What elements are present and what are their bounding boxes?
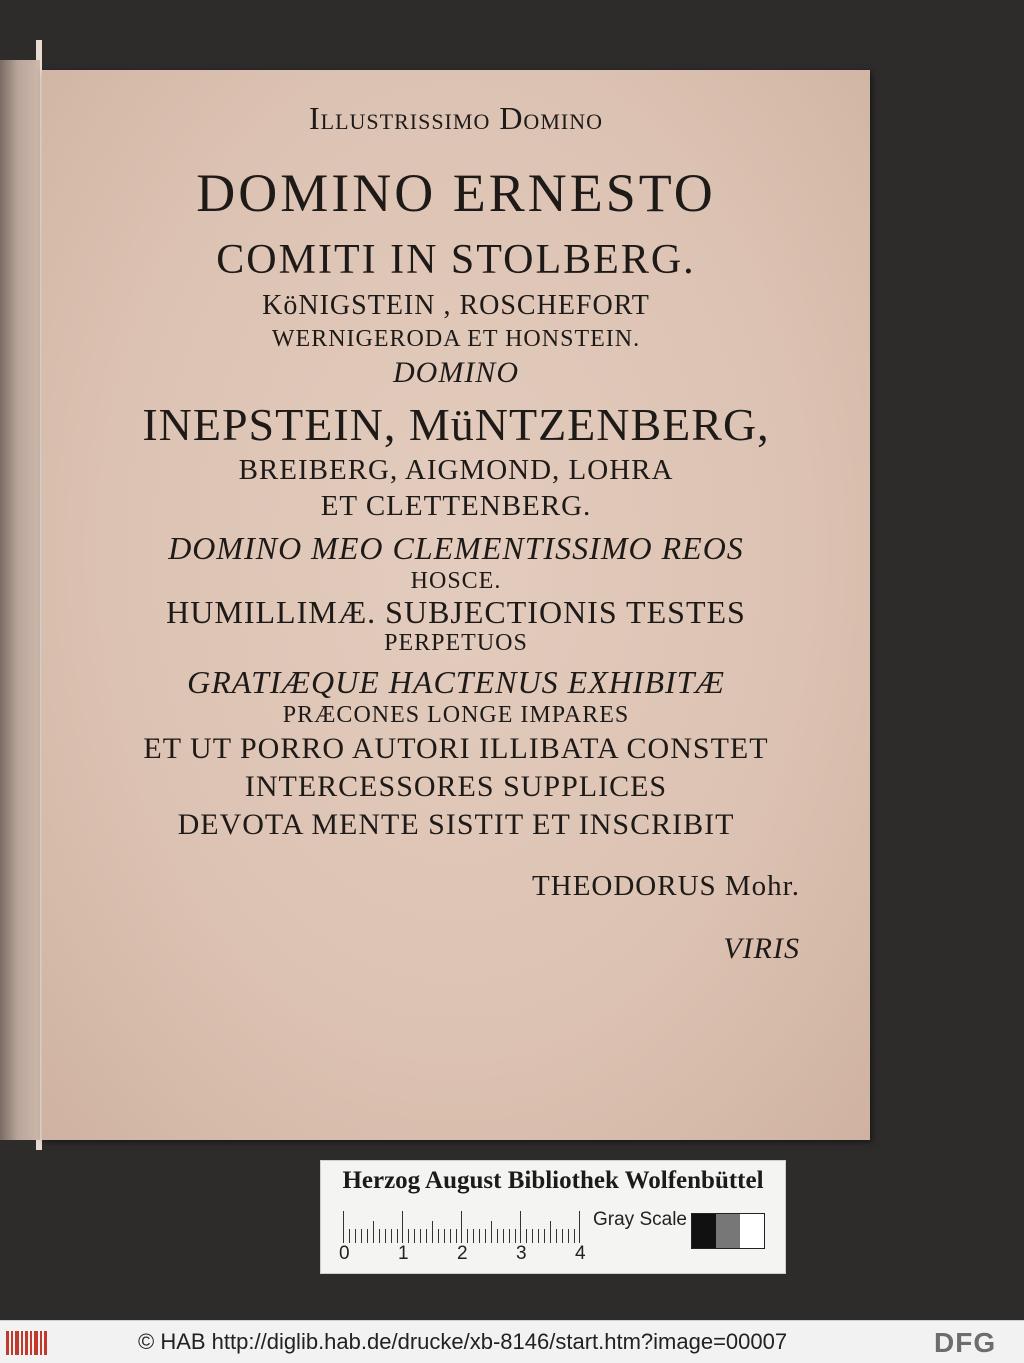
catchword: VIRIS bbox=[723, 932, 800, 965]
gray-scale-swatches bbox=[691, 1213, 765, 1249]
ruler-tick bbox=[550, 1221, 551, 1243]
dedication-line-12: HUMILLIMÆ. SUBJECTIONIS TESTES bbox=[166, 594, 746, 630]
dedication-line-10: DOMINO MEO CLEMENTISSIMO REOS bbox=[168, 530, 744, 566]
ruler-tick bbox=[532, 1229, 533, 1243]
ruler-number: 1 bbox=[398, 1243, 409, 1264]
ruler-tick bbox=[515, 1229, 516, 1243]
ruler-tick bbox=[450, 1229, 451, 1243]
document-page bbox=[42, 70, 870, 1140]
dedication-line-13: PERPETUOS bbox=[384, 630, 528, 656]
footer-bar bbox=[0, 1320, 1024, 1363]
ruler-tick bbox=[509, 1229, 510, 1243]
ruler-tick bbox=[402, 1211, 403, 1243]
ruler-tick bbox=[397, 1229, 398, 1243]
ruler-tick bbox=[432, 1221, 433, 1243]
dedication-line-11: HOSCE. bbox=[410, 568, 502, 594]
dedication-line-5: WERNIGERODA ET HONSTEIN. bbox=[271, 326, 641, 352]
dedication-line-6: DOMINO bbox=[393, 356, 519, 389]
dedication-line-7: INEPSTEIN, MüNTZENBERG, bbox=[142, 399, 770, 450]
ruler-tick bbox=[497, 1229, 498, 1243]
author-signature: THEODORUS Mohr. bbox=[532, 870, 800, 902]
dedication-line-15: PRÆCONES LONGE IMPARES bbox=[282, 702, 630, 728]
dedication-line-9: ET CLETTENBERG. bbox=[320, 490, 592, 522]
dfg-logo: DFG bbox=[934, 1327, 997, 1358]
ruler-tick bbox=[408, 1229, 409, 1243]
ruler-tick bbox=[373, 1221, 374, 1243]
dedication-line-18: DEVOTA MENTE SISTIT ET INSCRIBIT bbox=[177, 808, 735, 841]
ruler-tick bbox=[420, 1229, 421, 1243]
ruler-tick bbox=[456, 1229, 457, 1243]
dedication-line-17: INTERCESSORES SUPPLICES bbox=[244, 770, 668, 803]
ruler-tick bbox=[385, 1229, 386, 1243]
ruler-number: 4 bbox=[575, 1243, 586, 1264]
ruler-tick bbox=[544, 1229, 545, 1243]
ruler-number: 2 bbox=[457, 1243, 468, 1264]
ruler-tick bbox=[349, 1229, 350, 1243]
gray-swatch-black bbox=[692, 1214, 716, 1248]
ruler-tick bbox=[574, 1229, 575, 1243]
gray-swatch-mid bbox=[716, 1214, 740, 1248]
ruler-tick bbox=[479, 1229, 480, 1243]
ruler-tick bbox=[520, 1211, 521, 1243]
dedication-line-2: DOMINO ERNESTO bbox=[196, 163, 716, 223]
left-page-sliver bbox=[0, 60, 40, 1140]
library-scale-label bbox=[320, 1160, 786, 1274]
ruler-tick bbox=[355, 1229, 356, 1243]
source-link[interactable]: © HAB http://diglib.hab.de/drucke/xb-8146/start.htm?image=00007 bbox=[138, 1329, 788, 1354]
ruler-tick bbox=[438, 1229, 439, 1243]
ruler-tick bbox=[361, 1229, 362, 1243]
ruler-tick bbox=[473, 1229, 474, 1243]
ruler-tick bbox=[426, 1229, 427, 1243]
ruler-number: 3 bbox=[516, 1243, 527, 1264]
gray-scale-label: Gray Scale bbox=[593, 1209, 687, 1230]
ruler-tick bbox=[414, 1229, 415, 1243]
dedication-line-16: ET UT PORRO AUTORI ILLIBATA CONSTET bbox=[143, 732, 769, 765]
ruler-tick bbox=[556, 1229, 557, 1243]
ruler-tick bbox=[538, 1229, 539, 1243]
ruler-tick bbox=[526, 1229, 527, 1243]
ruler bbox=[343, 1211, 579, 1243]
ruler-tick bbox=[343, 1211, 344, 1243]
ruler-tick bbox=[568, 1229, 569, 1243]
ruler-tick bbox=[379, 1229, 380, 1243]
dedication-line-8: BREIBERG, AIGMOND, LOHRA bbox=[238, 454, 674, 486]
ruler-number: 0 bbox=[339, 1243, 350, 1264]
ruler-tick bbox=[562, 1229, 563, 1243]
dedication-line-4: KöNIGSTEIN , ROSCHEFORT bbox=[262, 290, 650, 321]
gray-swatch-white bbox=[740, 1214, 764, 1248]
ruler-tick bbox=[467, 1229, 468, 1243]
dedication-line-3: COMITI IN STOLBERG. bbox=[216, 237, 696, 283]
ruler-tick bbox=[391, 1229, 392, 1243]
barcode-icon bbox=[6, 1331, 50, 1355]
library-name: Herzog August Bibliothek Wolfenbüttel bbox=[342, 1167, 764, 1194]
ruler-tick bbox=[367, 1229, 368, 1243]
ruler-tick bbox=[485, 1229, 486, 1243]
dedication-line-1: Illustrissimo Domino bbox=[308, 100, 603, 136]
dedication-line-14: GRATIÆQUE HACTENUS EXHIBITÆ bbox=[187, 664, 725, 700]
ruler-tick bbox=[503, 1229, 504, 1243]
ruler-tick bbox=[491, 1221, 492, 1243]
ruler-tick bbox=[444, 1229, 445, 1243]
ruler-tick bbox=[579, 1211, 580, 1243]
ruler-tick bbox=[461, 1211, 462, 1243]
